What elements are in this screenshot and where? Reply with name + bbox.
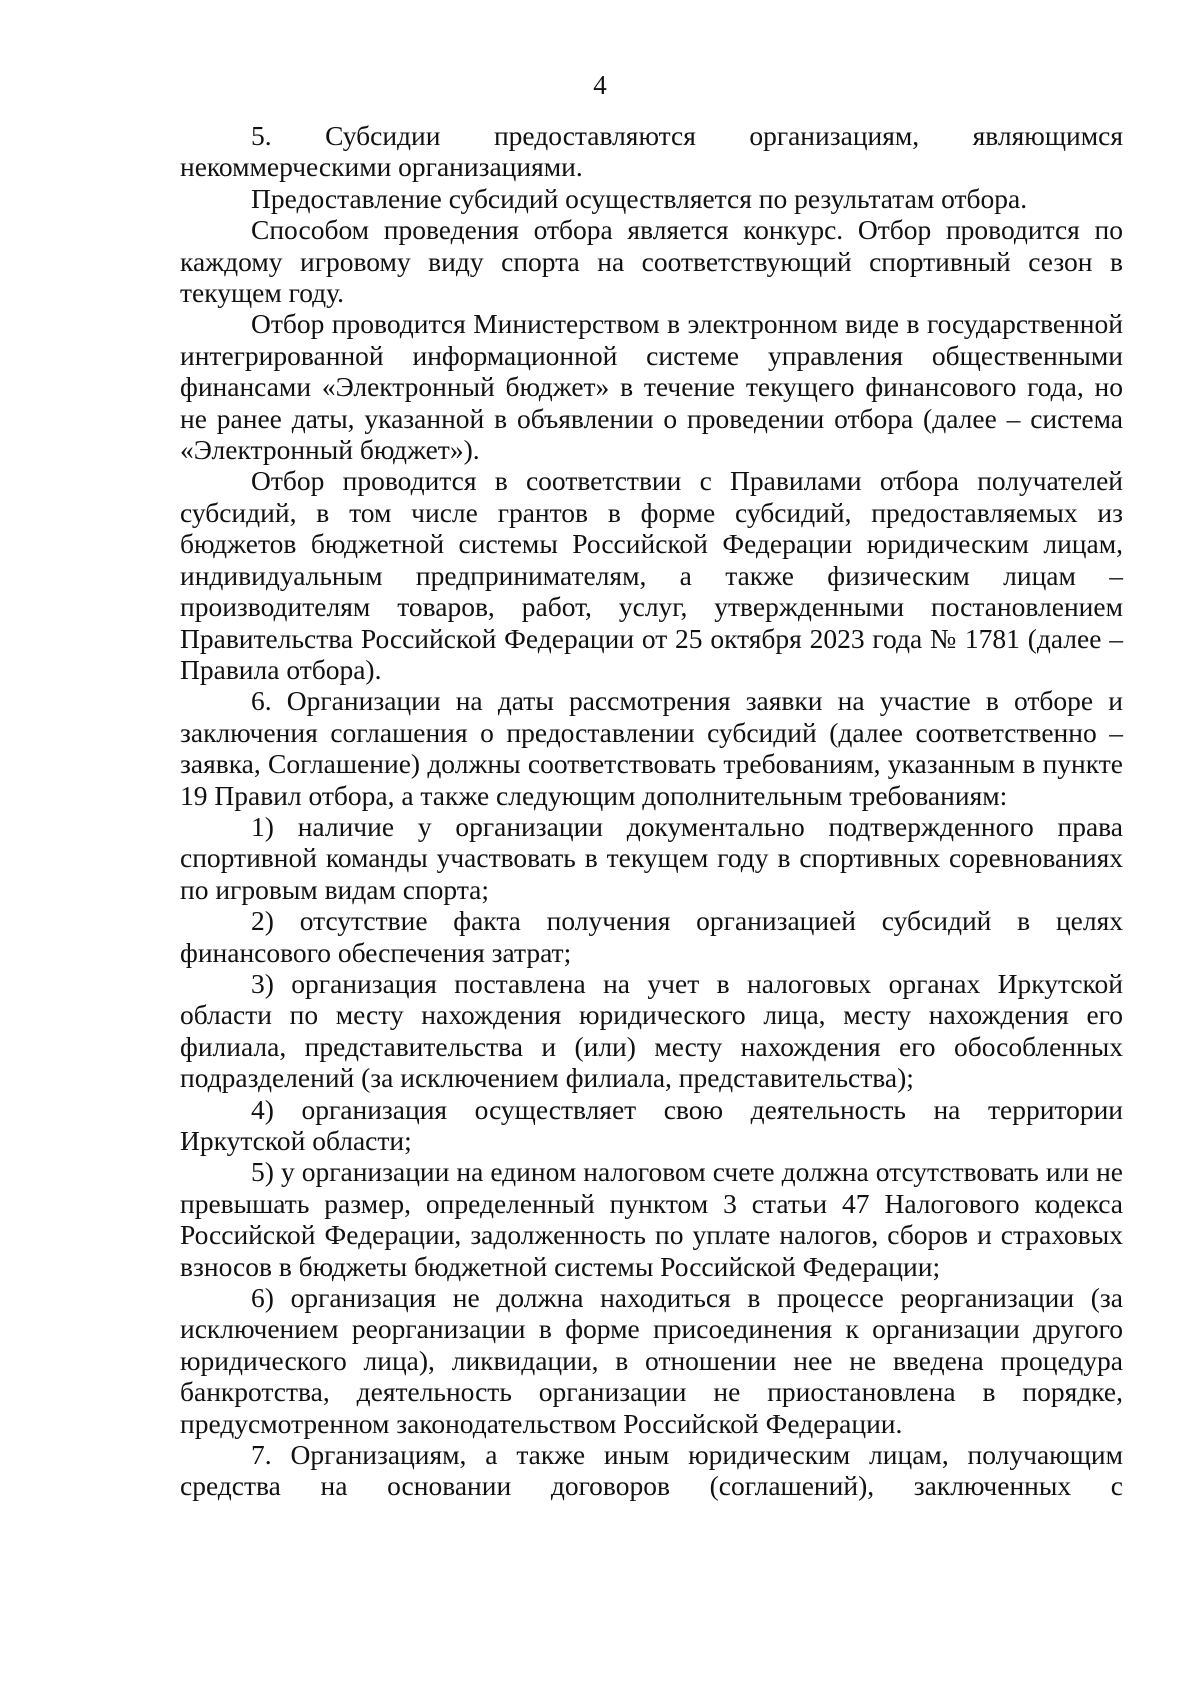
paragraph-7-organizations: 7. Организациям, а также иным юридическим лицам, получающим средства на основании договоров (соглашений), заключенных с — [180, 1439, 1123, 1502]
page-number: 4 — [593, 70, 607, 100]
paragraph-selection-results: Предоставление субсидий осуществляется по результатам отбора. — [251, 182, 1028, 214]
paragraph-selection-method: Способом проведения отбора является конкурс. Отбор проводится по каждому игровому виду спорта на соответствующий спортивный сезон в текущем году. — [180, 214, 1123, 309]
list-item-requirement-3: 3) организация поставлена на учет в налоговых органах Иркутской области по месту нахождения юридического лица, месту нахождения его филиала, представительства и (или) месту нахождения его обособленных подразделений (за исключением филиала, представительства); — [180, 967, 1123, 1094]
paragraph-6-requirements: 6. Организации на даты рассмотрения заявки на участие в отборе и заключения соглашения о предоставлении субсидий (далее соответственно – заявка, Соглашение) должны соответствовать требованиям, указанным в пункте 19 Правил отбора, а также следующим дополнительным требованиям: — [180, 685, 1123, 811]
list-item-requirement-6: 6) организация не должна находиться в процессе реорганизации (за исключением реорганизации в форме присоединения к организации другого юридического лица), ликвидации, в отношении нее не введена процедура банкротства, деятельность организации не приостановлена в порядке, предусмотренном законодательством Российской Федерации. — [180, 1282, 1123, 1439]
list-item-requirement-5: 5) у организации на едином налоговом счете должна отсутствовать или не превышать размер, определенный пунктом 3 статьи 47 Налогового кодекса Российской Федерации, задолженность по уплате налогов, сборов и страховых взносов в бюджеты бюджетной системы Российской Федерации; — [180, 1156, 1123, 1282]
paragraph-electronic-budget: Отбор проводится Министерством в электронном виде в государственной интегрированной информационной системе управления общественными финансами «Электронный бюджет» в течение текущего финансового года, но не ранее даты, указанной в объявлении о проведении отбора (далее – система «Электронный бюджет»). — [180, 308, 1123, 466]
paragraph-selection-rules: Отбор проводится в соответствии с Правилами отбора получателей субсидий, в том числе грантов в форме субсидий, предоставляемых из бюджетов бюджетной системы Российской Федерации юридическим лицам, индивидуальным предпринимателям, а также физическим лицам – производителям товаров, работ, услуг, утвержденными постановлением Правительства Российской Федерации от 25 октября 2023 года № 1781 (далее – Правила отбора). — [180, 465, 1123, 685]
list-item-requirement-4: 4) организация осуществляет свою деятельность на территории Иркутской области; — [180, 1093, 1123, 1156]
paragraph-5-subsidies-recipients: 5. Субсидии предоставляются организациям, являющимся некоммерческими организациями. — [180, 120, 1123, 183]
list-item-requirement-2: 2) отсутствие факта получения организацией субсидий в целях финансового обеспечения затрат; — [180, 905, 1123, 968]
document-body — [180, 120, 1123, 1502]
list-item-requirement-1: 1) наличие у организации документально подтвержденного права спортивной команды участвовать в текущем году в спортивных соревнованиях по игровым видам спорта; — [180, 810, 1123, 905]
